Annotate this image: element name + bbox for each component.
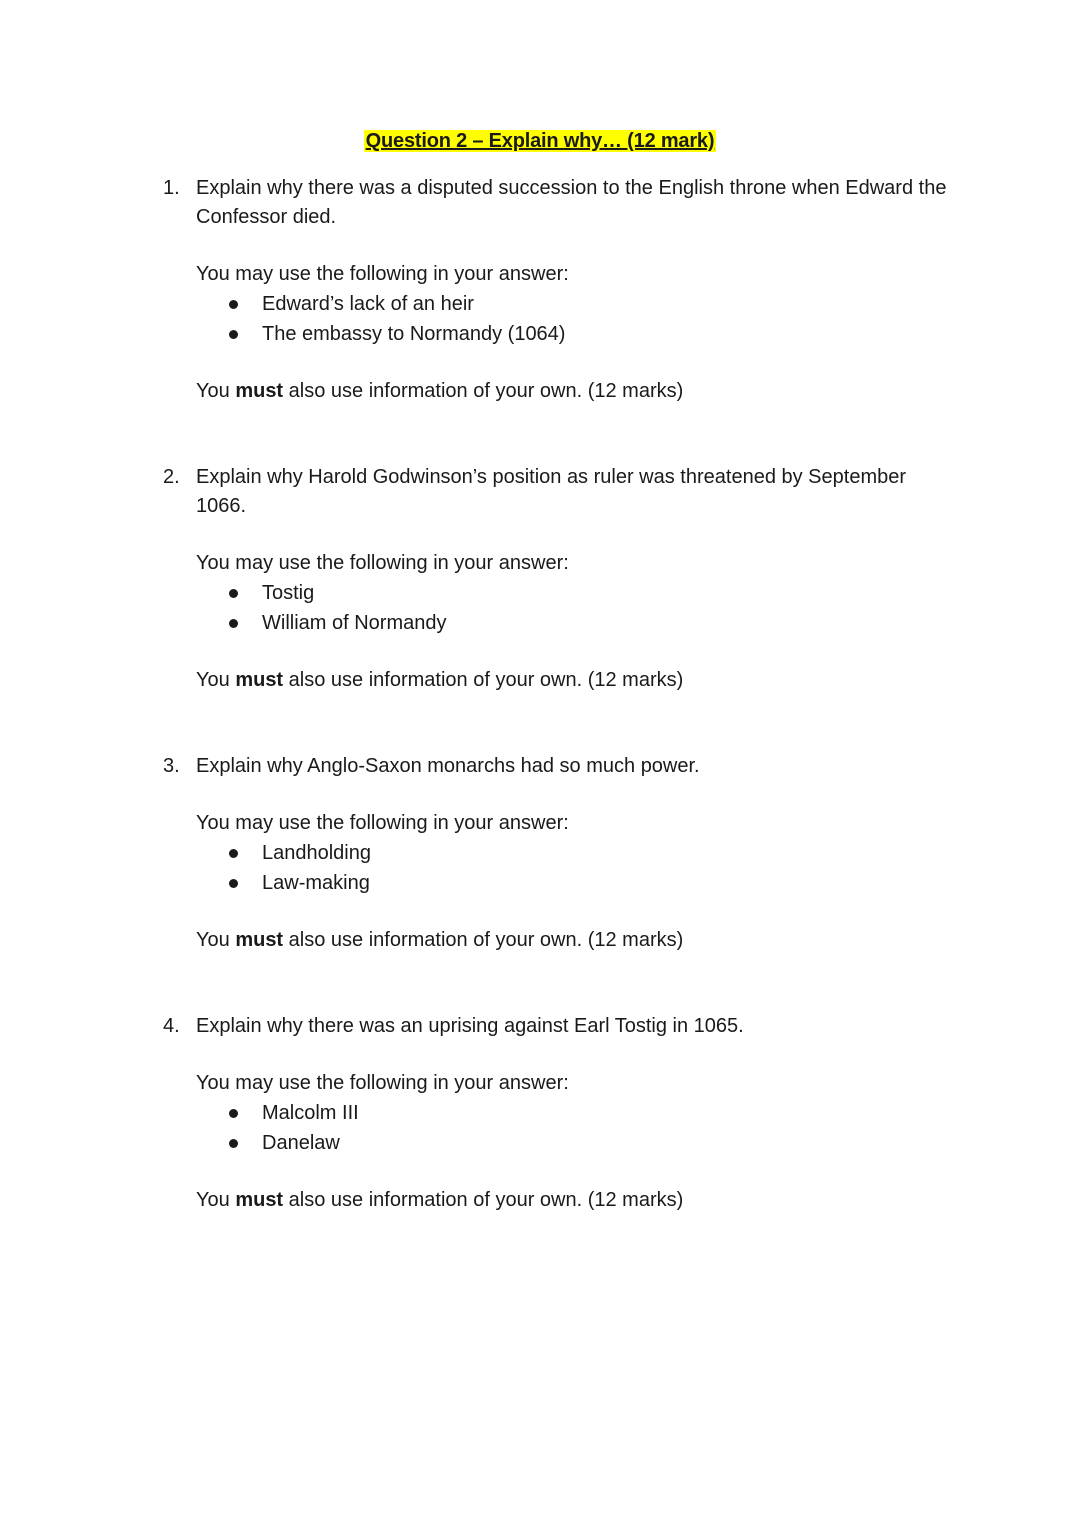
list-item: Edward’s lack of an heir [196, 289, 963, 319]
question-3 [163, 752, 963, 955]
bullet-list [196, 578, 963, 638]
bullet-list [196, 289, 963, 349]
bullet-list [196, 1098, 963, 1158]
question-number: 4. [163, 1015, 180, 1037]
list-item: Tostig [196, 578, 963, 608]
list-item: Landholding [196, 838, 963, 868]
question-number: 1. [163, 177, 180, 199]
bullet-icon [229, 330, 238, 339]
page-title: Question 2 – Explain why… (12 mark) [365, 130, 715, 152]
bullet-icon [229, 1139, 238, 1148]
question-prompt: Explain why Anglo-Saxon monarchs had so much power. [196, 755, 700, 777]
question-2 [163, 463, 963, 695]
question-number: 2. [163, 466, 180, 488]
list-item: Law-making [196, 868, 963, 898]
bullet-icon [229, 300, 238, 309]
list-item: Malcolm III [196, 1098, 963, 1128]
list-item: William of Normandy [196, 608, 963, 638]
question-4 [163, 1012, 963, 1215]
bullet-list [196, 838, 963, 898]
question-intro: You may use the following in your answer: [196, 1072, 569, 1094]
question-intro: You may use the following in your answer: [196, 812, 569, 834]
question-prompt: Explain why Harold Godwinson’s position as ruler was threatened by September 1066. [196, 466, 907, 517]
question-prompt: Explain why there was an uprising against Earl Tostig in 1065. [196, 1015, 744, 1037]
own-info-instruction: You must also use information of your own. (12 marks) [196, 1189, 684, 1211]
own-info-instruction: You must also use information of your own. (12 marks) [196, 929, 684, 951]
bullet-icon [229, 619, 238, 628]
own-info-instruction: You must also use information of your own. (12 marks) [196, 669, 684, 691]
question-number: 3. [163, 755, 180, 777]
list-item: The embassy to Normandy (1064) [196, 319, 963, 349]
bullet-icon [229, 879, 238, 888]
question-prompt: Explain why there was a disputed succession to the English throne when Edward the Confessor died. [196, 177, 947, 228]
title-container [0, 130, 1080, 153]
bullet-icon [229, 589, 238, 598]
list-item: Danelaw [196, 1128, 963, 1158]
question-intro: You may use the following in your answer: [196, 552, 569, 574]
question-intro: You may use the following in your answer: [196, 263, 569, 285]
bullet-icon [229, 849, 238, 858]
bullet-icon [229, 1109, 238, 1118]
own-info-instruction: You must also use information of your own. (12 marks) [196, 380, 684, 402]
question-1 [163, 174, 963, 406]
